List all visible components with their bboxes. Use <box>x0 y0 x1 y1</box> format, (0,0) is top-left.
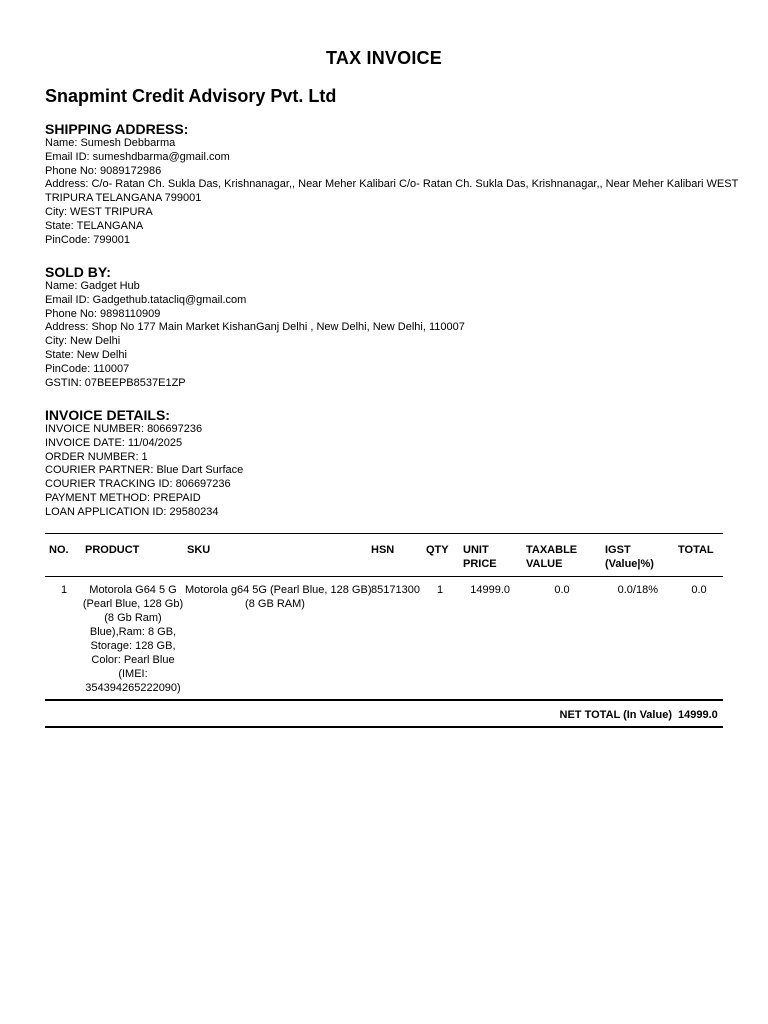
header-taxable-line-2: VALUE <box>526 558 563 570</box>
seller-name: Name: Gadget Hub <box>45 280 140 292</box>
courier-tracking-id: COURIER TRACKING ID: 806697236 <box>45 478 231 491</box>
row-sku <box>185 583 372 611</box>
company-name: Snapmint Credit Advisory Pvt. Ltd <box>45 86 337 106</box>
header-no: NO. <box>49 544 69 556</box>
header-qty: QTY <box>426 544 449 556</box>
shipping-pincode: PinCode: 799001 <box>45 233 131 246</box>
shipping-city: City: WEST TRIPURA <box>45 205 153 218</box>
courier-partner: COURIER PARTNER: Blue Dart Surface <box>45 464 244 477</box>
seller-phone: Phone No: 9898110909 <box>45 307 161 320</box>
sku-line: Motorola g64 5G (Pearl Blue, 128 GB) <box>185 584 372 596</box>
net-total-label: NET TOTAL (In Value) <box>559 709 672 721</box>
loan-application-id: LOAN APPLICATION ID: 29580234 <box>45 505 219 518</box>
invoice-details-section <box>45 408 725 520</box>
row-hsn: 85171300 <box>371 584 420 596</box>
shipping-name: Name: Sumesh Debbarma <box>45 137 176 149</box>
row-igst: 0.0/18% <box>617 584 658 596</box>
row-product <box>79 583 187 695</box>
header-product: PRODUCT <box>85 544 140 556</box>
row-unit-price: 14999.0 <box>470 584 510 596</box>
product-line: (8 Gb Ram) <box>104 612 162 624</box>
row-no: 1 <box>60 584 68 596</box>
product-line: 354394265222090) <box>85 682 181 694</box>
shipping-address-line-2: TRIPURA TELANGANA 799001 <box>45 192 202 205</box>
product-line: Blue),Ram: 8 GB, <box>89 626 177 638</box>
order-number: ORDER NUMBER: 1 <box>45 450 148 463</box>
seller-address: Address: Shop No 177 Main Market KishanGanj Delhi , New Delhi, New Delhi, 110007 <box>45 321 465 334</box>
product-line: (Pearl Blue, 128 Gb) <box>82 598 184 610</box>
header-total: TOTAL <box>678 544 714 556</box>
header-sku: SKU <box>187 544 211 556</box>
shipping-address-line-1: Address: C/o- Ratan Ch. Sukla Das, Krishnanagar,, Near Meher Kalibari C/o- Ratan Ch. Sukla Das, Krishnanagar,, Near Meher Kalibari WEST <box>45 178 739 191</box>
header-hsn: HSN <box>371 544 395 556</box>
table-top-rule <box>45 533 723 534</box>
header-taxable-line-1: TAXABLE <box>526 544 578 556</box>
shipping-state: State: TELANGANA <box>45 219 144 232</box>
row-taxable-value: 0.0 <box>554 584 570 596</box>
invoice-details-heading: INVOICE DETAILS: <box>45 407 170 423</box>
invoice-date: INVOICE DATE: 11/04/2025 <box>45 436 183 449</box>
row-total: 0.0 <box>691 584 707 596</box>
seller-city: City: New Delhi <box>45 335 121 348</box>
product-line: Motorola G64 5 G <box>89 584 177 596</box>
shipping-email: Email ID: sumeshdbarma@gmail.com <box>45 150 230 163</box>
product-line: (IMEI: <box>118 668 148 680</box>
invoice-number: INVOICE NUMBER: 806697236 <box>45 423 203 435</box>
table-header-rule <box>45 576 723 577</box>
header-igst-line-1: IGST <box>605 544 631 556</box>
seller-pincode: PinCode: 110007 <box>45 362 130 375</box>
payment-method: PAYMENT METHOD: PREPAID <box>45 491 201 504</box>
header-unit-price-line-2: PRICE <box>463 558 497 570</box>
seller-state: State: New Delhi <box>45 348 127 361</box>
table-bottom-rule <box>45 699 723 701</box>
seller-gstin: GSTIN: 07BEEPB8537E1ZP <box>45 376 186 389</box>
header-igst-line-2: (Value|%) <box>605 558 654 570</box>
net-total-value: 14999.0 <box>678 709 718 721</box>
sold-by-section <box>45 265 725 390</box>
header-unit-price-line-1: UNIT <box>463 544 489 556</box>
sku-line: (8 GB RAM) <box>245 598 305 610</box>
net-total-rule <box>45 726 723 728</box>
product-line: Color: Pearl Blue <box>91 654 175 666</box>
product-line: Storage: 128 GB, <box>90 640 176 652</box>
shipping-phone: Phone No: 9089172986 <box>45 164 162 177</box>
seller-email: Email ID: Gadgethub.tatacliq@gmail.com <box>45 293 247 306</box>
shipping-heading: SHIPPING ADDRESS: <box>45 121 189 137</box>
shipping-address-section <box>45 121 739 247</box>
document-title: TAX INVOICE <box>326 48 442 68</box>
row-qty: 1 <box>436 584 444 596</box>
sold-by-heading: SOLD BY: <box>45 264 111 280</box>
